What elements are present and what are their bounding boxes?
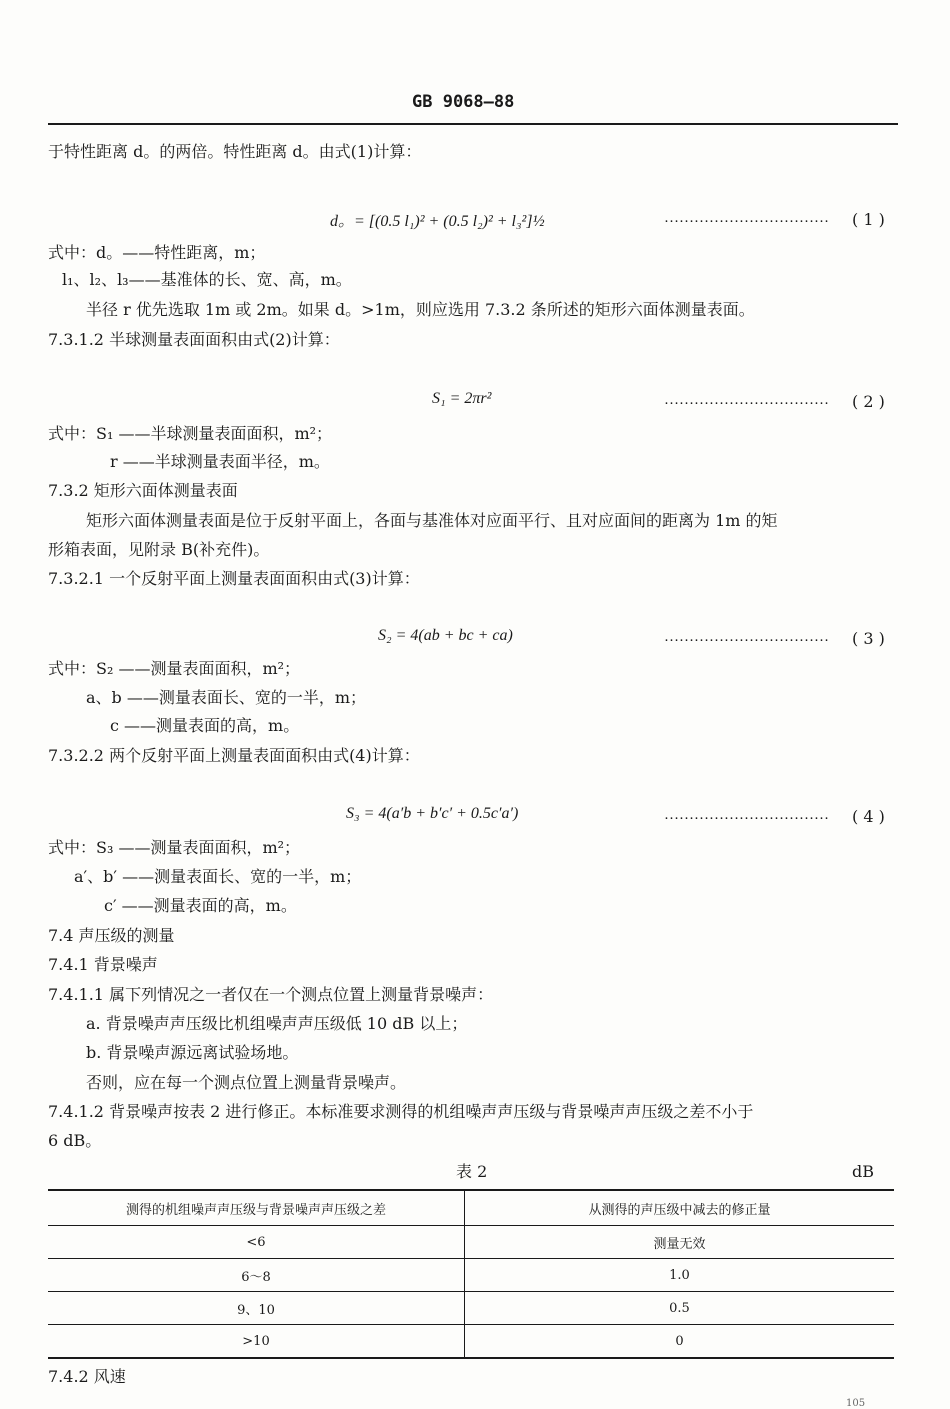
table-row <box>48 1259 894 1292</box>
section-7-4-1-1: 7.4.1.1 属下列情况之一者仅在一个测点位置上测量背景噪声： <box>48 985 494 1004</box>
paragraph-7-3-2-line2: 形箱表面，见附录 B(补充件)。 <box>48 540 270 559</box>
definition-c-prime: c′ ——测量表面的高，m。 <box>104 896 297 915</box>
equation-4-number: ( 4 ) <box>852 807 885 826</box>
table-header-row <box>48 1190 894 1226</box>
equation-4: S₃ = 4(a′b + b′c′ + 0.5c′a′) <box>346 805 519 822</box>
definition-ab-prime: a′、b′ ——测量表面长、宽的一半，m； <box>74 867 362 886</box>
table-unit: dB <box>852 1162 874 1181</box>
table-cell: 测量无效 <box>465 1226 895 1259</box>
definition-c: c ——测量表面的高，m。 <box>110 716 300 735</box>
table-row <box>48 1292 894 1325</box>
section-7-4-2: 7.4.2 风速 <box>48 1367 126 1386</box>
list-item-b: b. 背景噪声源远离试验场地。 <box>86 1043 299 1062</box>
section-7-3-2: 7.3.2 矩形六面体测量表面 <box>48 481 238 500</box>
section-7-4-1: 7.4.1 背景噪声 <box>48 955 158 974</box>
equation-2-number: ( 2 ) <box>852 392 885 411</box>
table-header-cell: 从测得的声压级中减去的修正量 <box>465 1190 895 1226</box>
equation-2: S₁ = 2πr² <box>432 390 492 407</box>
table-cell: 1.0 <box>465 1259 895 1292</box>
definition-s1: 式中：S₁ ——半球测量表面面积，m²； <box>48 424 333 443</box>
table-cell: 9、10 <box>48 1292 465 1325</box>
equation-1: d。= [(0.5 l₁)² + (0.5 l₂)² + l₃²]½ <box>330 213 545 230</box>
equation-3-leader: …………………………… <box>664 629 829 645</box>
section-7-4-1-2-line1: 7.4.1.2 背景噪声按表 2 进行修正。本标准要求测得的机组噪声声压级与背景噪声声压级之差不小于 <box>48 1102 754 1121</box>
section-7-3-2-1: 7.3.2.1 一个反射平面上测量表面面积由式(3)计算： <box>48 569 420 588</box>
table-row <box>48 1325 894 1359</box>
table-header-cell: 测得的机组噪声声压级与背景噪声声压级之差 <box>48 1190 465 1226</box>
list-item-a: a. 背景噪声声压级比机组噪声声压级低 10 dB 以上； <box>86 1014 468 1033</box>
table-2 <box>48 1189 894 1359</box>
equation-1-leader: …………………………… <box>664 210 829 226</box>
definition-s3: 式中：S₃ ——测量表面面积，m²； <box>48 838 301 857</box>
table-caption: 表 2 <box>456 1162 488 1181</box>
intro-line: 于特性距离 d。的两倍。特性距离 d。由式(1)计算： <box>48 142 422 161</box>
equation-3: S₂ = 4(ab + bc + ca) <box>378 627 513 644</box>
table-row <box>48 1226 894 1259</box>
paragraph-7-3-2-line1: 矩形六面体测量表面是位于反射平面上，各面与基准体对应面平行、且对应面间的距离为 1m 的矩 <box>86 511 778 530</box>
table-cell: <6 <box>48 1226 465 1259</box>
section-7-3-2-2: 7.3.2.2 两个反射平面上测量表面面积由式(4)计算： <box>48 746 420 765</box>
table-cell: 0 <box>465 1325 895 1359</box>
otherwise-line: 否则，应在每一个测点位置上测量背景噪声。 <box>86 1073 407 1092</box>
definition-r: r ——半球测量表面半径，m。 <box>110 452 330 471</box>
section-7-3-1-2: 7.3.1.2 半球测量表面面积由式(2)计算： <box>48 330 340 349</box>
definition-ab: a、b ——测量表面长、宽的一半，m； <box>86 688 367 707</box>
equation-3-number: ( 3 ) <box>852 629 885 648</box>
equation-2-leader: …………………………… <box>664 392 829 408</box>
definition-s2: 式中：S₂ ——测量表面面积，m²； <box>48 659 301 678</box>
header-rule <box>48 123 898 125</box>
section-7-4: 7.4 声压级的测量 <box>48 926 175 945</box>
table-cell: 0.5 <box>465 1292 895 1325</box>
equation-4-leader: …………………………… <box>664 807 829 823</box>
definition-d0: 式中：d。——特性距离，m； <box>48 243 266 262</box>
radius-paragraph: 半径 r 优先选取 1m 或 2m。如果 d。>1m，则应选用 7.3.2 条所述的矩形六面体测量表面。 <box>86 300 755 319</box>
page-number: 105 <box>846 1398 866 1409</box>
standard-code: GB 9068—88 <box>412 92 515 112</box>
table-cell: >10 <box>48 1325 465 1359</box>
definition-l123: l₁、l₂、l₃——基准体的长、宽、高，m。 <box>62 270 352 289</box>
section-7-4-1-2-line2: 6 dB。 <box>48 1131 102 1150</box>
equation-1-number: ( 1 ) <box>852 210 885 229</box>
table-cell: 6～8 <box>48 1259 465 1292</box>
